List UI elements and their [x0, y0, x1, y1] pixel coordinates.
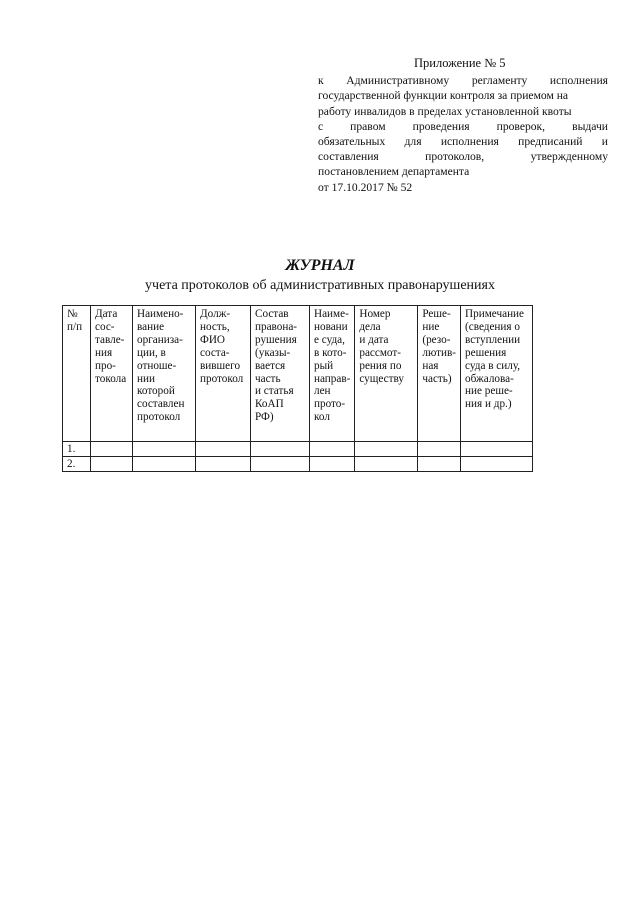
appendix-word: выдачи — [572, 119, 608, 133]
appendix-word: исполнения — [440, 135, 499, 149]
appendix-word: правом — [350, 119, 386, 133]
column-header-line: кол — [314, 411, 330, 424]
column-header-line: РФ) — [255, 411, 274, 424]
column-header-line: часть) — [422, 372, 452, 385]
table-cell — [310, 456, 355, 471]
appendix-line — [318, 134, 608, 149]
journal-table — [62, 305, 533, 472]
appendix-line: постановлением департамента — [318, 165, 470, 179]
table-cell — [310, 442, 355, 457]
column-header-line: прото- — [314, 398, 346, 411]
appendix-title: Приложение № 5 — [414, 56, 506, 70]
column-header-line: Наиме- — [314, 308, 349, 320]
column-header-line: е суда, — [314, 333, 345, 346]
column-header-line: Номер — [359, 308, 391, 320]
column-header-line: ние реше- — [465, 385, 513, 398]
appendix-word: проведения — [412, 119, 470, 133]
column-header-line: суда в силу, — [465, 359, 521, 372]
column-header-line: в кото- — [314, 346, 347, 359]
column-header-line: сос- — [95, 320, 115, 333]
appendix-word: с — [318, 119, 324, 133]
column-header-line: (сведения о — [465, 320, 520, 333]
column-header-line: ния — [95, 346, 113, 359]
column-header-line: Долж- — [200, 308, 231, 320]
column-header-line: отноше- — [137, 359, 177, 372]
column-header-line: ции, в — [137, 346, 166, 359]
column-header-line: Наимено- — [137, 308, 184, 320]
appendix-line — [318, 119, 608, 134]
column-header-line: Реше- — [422, 308, 451, 320]
column-header-line: направ- — [314, 372, 351, 385]
column-header-line: ность, — [200, 320, 230, 333]
column-header-line: рассмот- — [359, 346, 401, 359]
column-header-line: обжалова- — [465, 372, 514, 385]
column-header-line: существу — [359, 372, 404, 385]
journal-subtitle: учета протоколов об административных правонарушениях — [145, 278, 495, 293]
appendix-word: регламенту — [471, 74, 528, 88]
appendix-line: работу инвалидов в пределах установленной квоты — [318, 104, 572, 118]
column-header-line: протокол — [200, 372, 244, 385]
column-header — [310, 306, 355, 442]
column-header-line: вступлении — [465, 333, 521, 346]
column-header-line: ния и др.) — [465, 398, 512, 411]
column-header-line: вается — [255, 359, 286, 372]
appendix-text — [318, 73, 608, 195]
column-header — [63, 306, 91, 442]
table-cell — [355, 456, 418, 471]
table-cell — [461, 442, 533, 457]
column-header — [196, 306, 251, 442]
appendix-word: составления — [318, 150, 379, 164]
column-header-line: вание — [137, 320, 165, 333]
column-header-line: Примечание — [465, 308, 525, 320]
table-row — [63, 442, 533, 457]
column-header-line: КоАП — [255, 398, 284, 411]
column-header-line: лен — [314, 385, 331, 398]
column-header-line: новани — [314, 320, 348, 333]
appendix-line: от 17.10.2017 № 52 — [318, 180, 413, 194]
column-header-line: рый — [314, 359, 334, 372]
column-header — [91, 306, 133, 442]
column-header-line: соста- — [200, 346, 230, 359]
table-cell — [133, 456, 196, 471]
column-header-line: нии — [137, 372, 155, 385]
column-header-line: вившего — [200, 359, 241, 372]
column-header-line: рушения — [255, 333, 297, 346]
column-header-line: Состав — [255, 308, 289, 320]
table-cell — [91, 442, 133, 457]
column-header-line: токола — [95, 372, 127, 385]
column-header-line: решения — [465, 346, 507, 359]
table-cell — [418, 442, 461, 457]
column-header-line: протокол — [137, 411, 181, 424]
appendix-word: для — [404, 135, 422, 149]
table-row — [63, 456, 533, 471]
column-header-line: дела — [359, 320, 381, 333]
appendix-word: исполнения — [549, 74, 608, 88]
column-header-line: тавле- — [95, 333, 125, 346]
appendix-word: и — [601, 135, 608, 149]
appendix-word: предписаний — [518, 135, 583, 149]
column-header-line: (резо- — [422, 333, 451, 346]
column-header-line: составлен — [137, 398, 185, 411]
table-cell — [133, 442, 196, 457]
appendix-word: протоколов, — [425, 150, 485, 164]
column-header-line: и статья — [255, 385, 294, 398]
column-header-line: ФИО — [200, 333, 225, 346]
table-cell: 1. — [63, 442, 91, 457]
table-cell — [196, 442, 251, 457]
column-header — [461, 306, 533, 442]
column-header-line: № — [67, 308, 78, 320]
table-cell — [91, 456, 133, 471]
column-header-line: (указы- — [255, 346, 291, 359]
journal-title: ЖУРНАЛ — [285, 257, 355, 274]
column-header-line: Дата — [95, 308, 118, 320]
column-header-line: организа- — [137, 333, 183, 346]
column-header-line: которой — [137, 385, 175, 398]
appendix-word: утвержденному — [530, 150, 608, 164]
appendix-word: обязательных — [318, 135, 386, 149]
appendix-word: проверок, — [496, 119, 546, 133]
column-header — [251, 306, 310, 442]
column-header-line: про- — [95, 359, 116, 372]
appendix-line — [318, 73, 608, 88]
table-cell — [196, 456, 251, 471]
column-header-line: и дата — [359, 333, 389, 346]
appendix-word: Административному — [346, 74, 450, 88]
column-header-line: рения по — [359, 359, 402, 372]
table-cell — [418, 456, 461, 471]
journal-heading — [0, 256, 640, 295]
table-cell — [251, 456, 310, 471]
column-header-line: лютив- — [422, 346, 457, 359]
table-cell — [355, 442, 418, 457]
column-header-line: правона- — [255, 320, 298, 333]
appendix-line — [318, 149, 608, 164]
table-cell: 2. — [63, 456, 91, 471]
column-header — [133, 306, 196, 442]
column-header-line: ная — [422, 359, 439, 372]
appendix-block — [318, 56, 608, 195]
table-cell — [461, 456, 533, 471]
column-header-line: п/п — [67, 320, 83, 333]
appendix-line: государственной функции контроля за приемом на — [318, 89, 569, 103]
table-cell — [251, 442, 310, 457]
appendix-word: к — [318, 74, 324, 88]
column-header-line: ние — [422, 320, 440, 333]
column-header — [355, 306, 418, 442]
column-header — [418, 306, 461, 442]
table-header-row — [63, 306, 533, 442]
column-header-line: часть — [255, 372, 281, 385]
